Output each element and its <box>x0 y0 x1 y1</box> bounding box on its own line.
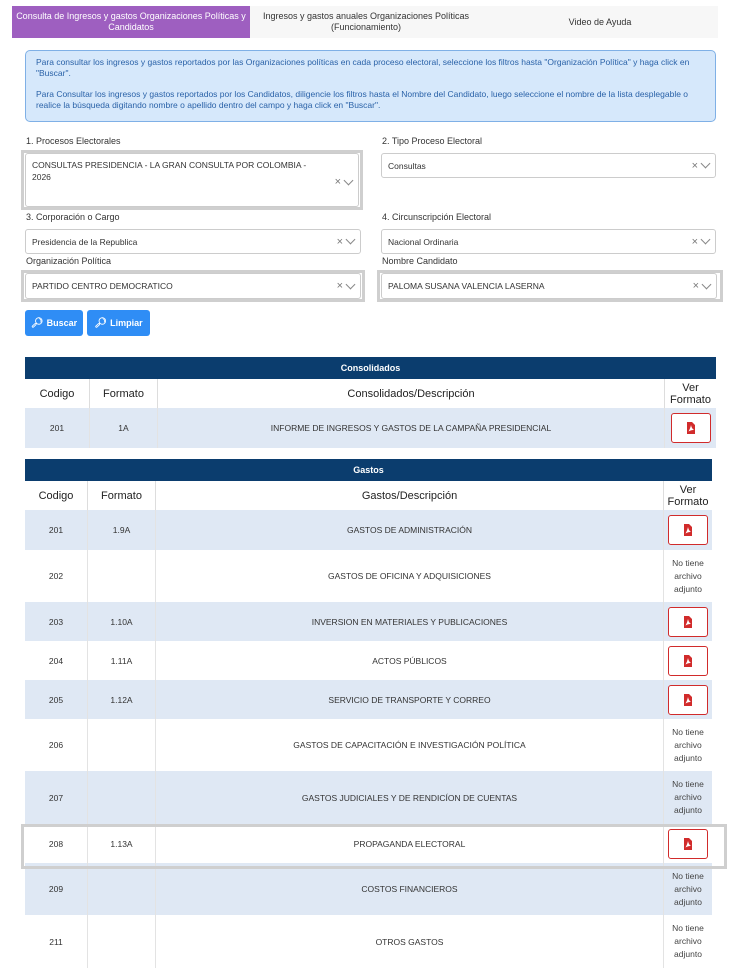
cell-descripcion: OTROS GASTOS <box>156 915 664 968</box>
col-formato: Formato <box>90 379 158 408</box>
organizacion-select[interactable] <box>25 273 361 299</box>
cell-formato <box>88 915 156 968</box>
table-row <box>25 719 712 771</box>
clear-icon[interactable]: × <box>334 176 341 188</box>
clear-icon[interactable]: × <box>691 235 698 248</box>
cell-descripcion: PROPAGANDA ELECTORAL <box>156 824 664 863</box>
corporacion-select[interactable] <box>25 229 361 254</box>
cell-descripcion: GASTOS DE OFICINA Y ADQUISICIONES <box>156 550 664 602</box>
consolidados-title: Consolidados <box>25 357 716 379</box>
table-row <box>25 771 712 824</box>
no-file-text: No tiene archivo adjunto <box>672 923 704 959</box>
cell-codigo: 209 <box>25 863 88 915</box>
tab-consulta-ingresos-gastos[interactable]: Consulta de Ingresos y gastos Organizaciones Políticas y Candidatos <box>12 6 250 38</box>
no-file-text: No tiene archivo adjunto <box>672 726 704 763</box>
cell-descripcion: GASTOS JUDICIALES Y DE RENDICÍON DE CUENTAS <box>156 771 664 824</box>
candidato-select[interactable] <box>381 273 717 299</box>
cell-codigo: 202 <box>25 550 88 602</box>
info-alert <box>25 50 716 122</box>
clear-icon[interactable]: × <box>692 280 699 292</box>
col-descripcion: Consolidados/Descripción <box>158 379 665 408</box>
col-ver-formato: Ver Formato <box>667 483 709 508</box>
col-descripcion: Gastos/Descripción <box>156 481 664 510</box>
table-row <box>25 550 712 602</box>
cell-formato: 1A <box>90 408 158 448</box>
cell-codigo: 206 <box>25 719 88 771</box>
chevron-down-icon[interactable] <box>346 235 356 245</box>
cell-codigo: 201 <box>25 510 88 550</box>
candidato-label: Nombre Candidato <box>382 256 458 266</box>
search-icon: 🔎︎ <box>94 317 108 329</box>
pdf-icon[interactable] <box>668 515 708 545</box>
tab-ingresos-gastos-anuales[interactable]: Ingresos y gastos anuales Organizaciones Políticas (Funcionamiento) <box>262 11 470 32</box>
cell-descripcion: INVERSION EN MATERIALES Y PUBLICACIONES <box>156 602 664 641</box>
proceso-value: CONSULTAS PRESIDENCIA - LA GRAN CONSULTA POR COLOMBIA - 2026 <box>32 160 307 182</box>
chevron-down-icon[interactable] <box>344 175 354 185</box>
cell-formato: 1.9A <box>88 510 156 550</box>
cell-formato <box>88 719 156 771</box>
cell-codigo: 201 <box>25 408 90 448</box>
proceso-label: 1. Procesos Electorales <box>26 136 121 146</box>
table-row <box>25 602 712 641</box>
table-row <box>25 408 716 448</box>
pdf-icon[interactable] <box>668 685 708 715</box>
cell-codigo: 208 <box>25 824 88 863</box>
clear-icon[interactable]: × <box>336 235 343 248</box>
cell-descripcion: GASTOS DE CAPACITACIÓN E INVESTIGACIÓN POLÍTICA <box>156 719 664 771</box>
table-row <box>25 641 712 680</box>
cell-codigo: 203 <box>25 602 88 641</box>
chevron-down-icon[interactable] <box>702 279 712 289</box>
cell-codigo: 211 <box>25 915 88 968</box>
cell-formato: 1.13A <box>88 824 156 863</box>
organizacion-value: PARTIDO CENTRO DEMOCRATICO <box>32 281 173 291</box>
cell-formato <box>88 550 156 602</box>
cell-formato <box>88 863 156 915</box>
gastos-header-row <box>25 481 712 510</box>
cell-descripcion: GASTOS DE ADMINISTRACIÓN <box>156 510 664 550</box>
tipo-select[interactable] <box>381 153 716 178</box>
cell-codigo: 204 <box>25 641 88 680</box>
cell-formato <box>88 771 156 824</box>
table-row <box>25 680 712 719</box>
col-ver-formato: Ver Formato <box>670 381 711 406</box>
info-candidatos-text: Para Consultar los ingresos y gastos reportados por los Candidatos, diligencie los filtros hasta el Nombre del Candidato, luego seleccione el nombre de la lista desplegable o realice la búsqueda digitando nombre o apellido dentro del campo y haga click en "Buscar". <box>36 89 689 110</box>
corporacion-label: 3. Corporación o Cargo <box>26 212 120 222</box>
buscar-label: Buscar <box>46 318 78 328</box>
cell-descripcion: SERVICIO DE TRANSPORTE Y CORREO <box>156 680 664 719</box>
no-file-text: No tiene archivo adjunto <box>672 557 704 594</box>
circunscripcion-select[interactable] <box>381 229 716 254</box>
tab-bar <box>12 6 718 38</box>
corporacion-value: Presidencia de la Republica <box>32 236 138 247</box>
gastos-title: Gastos <box>25 459 712 481</box>
tipo-value: Consultas <box>388 160 426 171</box>
no-file-text: No tiene archivo adjunto <box>672 870 704 907</box>
chevron-down-icon[interactable] <box>701 159 711 169</box>
row-208-highlight <box>21 824 727 869</box>
table-row <box>25 863 712 915</box>
buscar-button[interactable] <box>25 310 83 336</box>
limpiar-label: Limpiar <box>110 318 143 328</box>
circunscripcion-label: 4. Circunscripción Electoral <box>382 212 492 222</box>
circunscripcion-value: Nacional Ordinaria <box>388 236 459 247</box>
pdf-icon[interactable] <box>668 646 708 676</box>
col-codigo: Codigo <box>25 481 88 510</box>
clear-icon[interactable]: × <box>691 159 698 172</box>
consolidados-header-row <box>25 379 716 408</box>
clear-icon[interactable]: × <box>336 280 343 292</box>
cell-formato: 1.12A <box>88 680 156 719</box>
col-formato: Formato <box>88 481 156 510</box>
organizacion-label: Organización Política <box>26 256 112 266</box>
cell-descripcion: INFORME DE INGRESOS Y GASTOS DE LA CAMPAÑA PRESIDENCIAL <box>158 408 665 448</box>
no-file-text: No tiene archivo adjunto <box>672 779 704 815</box>
chevron-down-icon[interactable] <box>701 235 711 245</box>
tipo-label: 2. Tipo Proceso Electoral <box>382 136 483 146</box>
candidato-value: PALOMA SUSANA VALENCIA LASERNA <box>388 281 545 291</box>
info-organizaciones-text: Para consultar los ingresos y gastos reportados por las Organizaciones políticas en cada proceso electoral, seleccione los filtros hasta "Organización Política" y haga click en "Buscar". <box>36 57 690 78</box>
pdf-icon[interactable] <box>671 413 711 443</box>
proceso-select[interactable] <box>25 153 359 207</box>
table-row <box>25 915 712 968</box>
cell-descripcion: COSTOS FINANCIEROS <box>156 863 664 915</box>
cell-descripcion: ACTOS PÚBLICOS <box>156 641 664 680</box>
cell-formato: 1.10A <box>88 602 156 641</box>
chevron-down-icon[interactable] <box>346 279 356 289</box>
tab-video-ayuda[interactable]: Video de Ayuda <box>568 16 632 27</box>
cell-codigo: 207 <box>25 771 88 824</box>
pdf-icon[interactable] <box>668 607 708 637</box>
table-row <box>25 510 712 550</box>
limpiar-button[interactable] <box>87 310 150 336</box>
cell-formato: 1.11A <box>88 641 156 680</box>
col-codigo: Codigo <box>25 379 90 408</box>
cell-codigo: 205 <box>25 680 88 719</box>
search-icon: 🔎︎ <box>30 317 44 329</box>
